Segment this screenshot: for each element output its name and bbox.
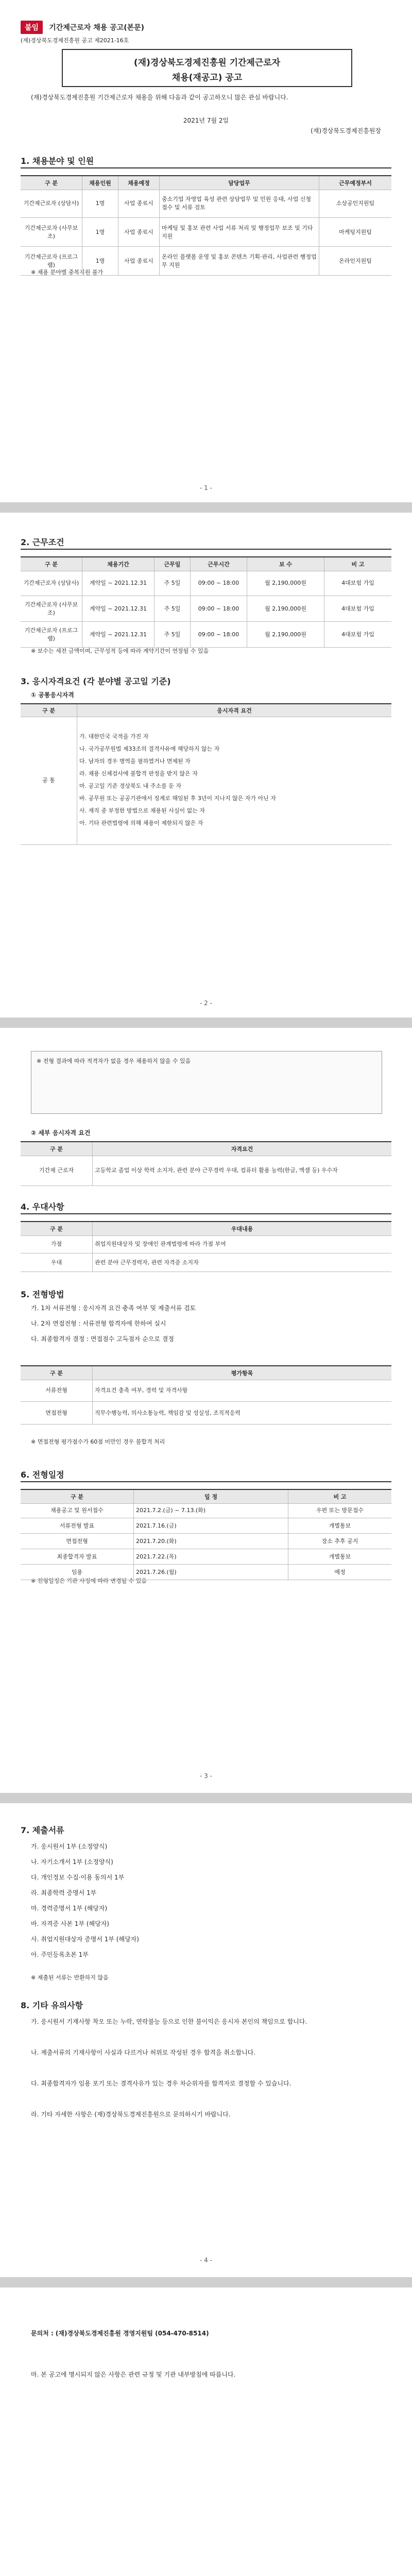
recruit-table-cell: 1명 [82, 217, 118, 246]
criteria-table-cell: 면접전형 [21, 1401, 93, 1424]
notice-date: 2021년 7월 2일 [183, 117, 229, 124]
work-table-head-cell: 채용기간 [82, 557, 154, 571]
divider [21, 549, 391, 550]
detail-table-row [21, 1155, 391, 1186]
detail-table-head [21, 1141, 391, 1156]
recruit-table-row [21, 217, 391, 247]
criteria-table-cell: 직무수행능력, 의사소통능력, 책임감 및 성실성, 조직적응력 [95, 1410, 241, 1416]
schedule-table-row [21, 1533, 391, 1549]
caution-item: 라. 기타 자세한 사항은 (재)경상북도경제진흥원으로 문의하시기 바랍니다. [31, 2111, 231, 2118]
document-item: 다. 개인정보 수집·이용 동의서 1부 [31, 1874, 125, 1881]
schedule-table-cell: 개별통보 [329, 1553, 351, 1560]
notice-box-text: ※ 전형 결과에 따라 적격자가 없을 경우 채용하지 않을 수 있음 [37, 1058, 191, 1064]
recruit-table-head-cell: 근무예정부서 [339, 180, 372, 187]
pref-table-head [21, 1221, 391, 1236]
work-table-cell: 09:00 ~ 18:00 [191, 621, 247, 647]
criteria-table-head [21, 1365, 391, 1380]
divider [21, 167, 391, 168]
document-item: 아. 주민등록초본 1부 [31, 1951, 89, 1958]
work-table-cell: 월 2,190,000원 [247, 596, 324, 621]
recruit-table-cell: 마케팅 및 홍보 관련 사업 서류 처리 및 행정업무 보조 및 기타 지원 [160, 217, 319, 246]
caution-item: 나. 제출서류의 기재사항이 사실과 다르거나 허위로 작성된 경우 합격을 취소합니다. [31, 2049, 256, 2056]
notice-box [31, 1051, 382, 1114]
detail-table-head-cell: 자격요건 [231, 1146, 253, 1153]
detail-table-cell: 기간제 근로자 [21, 1155, 93, 1185]
schedule-table-cell: 서류전형 발표 [21, 1518, 134, 1533]
schedule-table-cell: 2021.7.2.(금) ~ 7.13.(화) [134, 1502, 288, 1518]
work-table-head-cell: 근무일 [154, 557, 191, 571]
schedule-table-head [21, 1489, 391, 1504]
criteria-table-row [21, 1379, 391, 1402]
work-table-head [21, 556, 391, 571]
schedule-table-row [21, 1518, 391, 1534]
qual-head-cell: 응시자격 요건 [217, 707, 252, 714]
qual-item: 라. 채용 신체검사에 불합격 판정을 받지 않은 자 [79, 770, 198, 777]
qual-item: 마. 공고일 기준 경상북도 내 주소를 둔 자 [79, 783, 181, 789]
detail-table-cell: 고등학교 졸업 이상 학력 소지자, 관련 분야 근무경력 우대, 컴퓨터 활용 능력(한글, 엑셀 등) 우수자 [95, 1167, 338, 1174]
qual-item: 아. 기타 관련법령에 의해 채용이 제한되지 않은 자 [79, 820, 203, 826]
recruit-table-head-cell: 구 분 [21, 176, 82, 190]
divider [21, 1481, 391, 1482]
schedule-table-cell: 채용공고 및 원서접수 [21, 1502, 134, 1518]
criteria-table-head-cell: 평가항목 [231, 1370, 253, 1377]
section6-title: 6. 전형일정 [21, 1470, 64, 1480]
recruit-table-cell: 소상공인지원팀 [336, 200, 375, 207]
schedule-table-row [21, 1549, 391, 1565]
work-table-cell: 09:00 ~ 18:00 [191, 596, 247, 621]
section4-title: 4. 우대사항 [21, 1202, 64, 1212]
work-table-cell: 4대보험 가입 [341, 605, 374, 612]
pref-table-head-cell: 우대내용 [231, 1226, 253, 1232]
qual-table-head [21, 703, 391, 717]
work-table-cell: 주 5일 [154, 621, 191, 647]
page-break [0, 502, 412, 513]
pref-table-cell: 가점 [21, 1234, 93, 1253]
work-table-cell: 계약일 ~ 2021.12.31 [82, 621, 154, 647]
schedule-table-cell: 예정 [334, 1569, 346, 1575]
schedule-table-row [21, 1564, 391, 1580]
selection-step: 나. 2차 면접전형 : 서류전형 합격자에 한하여 실시 [31, 1320, 166, 1327]
work-table-cell: 주 5일 [154, 570, 191, 596]
recruit-table-cell: 중소기업 자영업 육성 관련 상담업무 및 민원 응대, 사업 신청 접수 및 서류 검토 [160, 189, 319, 217]
recruit-table-cell: 온라인 플랫폼 운영 및 홍보 콘텐츠 기획·관리, 사업관련 행정업무 지원 [160, 246, 319, 275]
section7-title: 7. 제출서류 [21, 1825, 64, 1835]
work-table-head-cell: 보 수 [247, 557, 324, 571]
section1-title: 1. 채용분야 및 인원 [21, 156, 94, 166]
section3-title: 3. 응시자격요건 (각 분야별 공고일 기준) [21, 676, 171, 686]
work-table-cell: 기간제근로자 (프로그램) [21, 621, 82, 647]
title-line-2: 채용(재공고) 공고 [171, 73, 243, 83]
pref-table-cell: 우대 [21, 1253, 93, 1272]
intro-text: (재)경상북도경제진흥원 기간제근로자 채용을 위해 다음과 같이 공고하오니 많은 관심 바랍니다. [31, 94, 288, 101]
schedule-table-head-cell: 구 분 [21, 1490, 134, 1503]
schedule-table-row [21, 1502, 391, 1518]
section5-title: 5. 전형방법 [21, 1290, 64, 1299]
section6-note: ※ 전형일정은 기관 사정에 따라 변경될 수 있음 [31, 1578, 147, 1584]
page-number: - 1 - [200, 484, 212, 492]
document-item: 라. 최종학력 증명서 1부 [31, 1889, 97, 1896]
detail-table-head-cell: 구 분 [21, 1142, 93, 1156]
recruit-table-head-cell: 채용인원 [82, 176, 118, 190]
schedule-table-cell: 장소 추후 공지 [321, 1538, 358, 1545]
recruit-table-cell: 사업 종료시 [118, 189, 160, 217]
caution-item: 다. 최종합격자가 임용 포기 또는 결격사유가 있는 경우 차순위자를 합격자로 결정할 수 있습니다. [31, 2080, 291, 2087]
contact-info: 문의처 : (재)경상북도경제진흥원 경영지원팀 (054-470-8514) [31, 2330, 209, 2337]
criteria-table-cell: 서류전형 [21, 1379, 93, 1401]
schedule-table-cell: 2021.7.16.(금) [134, 1518, 288, 1533]
qual-item: 사. 재직 중 부정한 방법으로 채용된 사실이 없는 자 [79, 807, 205, 814]
page-break [0, 1018, 412, 1028]
work-table-row [21, 596, 391, 622]
recruit-table-row [21, 246, 391, 276]
page-break [0, 2277, 412, 2287]
recruit-table-head-cell: 채용예정 [118, 176, 160, 190]
document-item: 바. 자격증 사본 1부 (해당자) [31, 1920, 109, 1927]
work-table-cell: 09:00 ~ 18:00 [191, 570, 247, 596]
schedule-table-cell: 개별통보 [329, 1522, 351, 1529]
schedule-table-cell: 임용 [21, 1564, 134, 1580]
work-table-head-cell: 비 고 [351, 561, 365, 568]
document-item: 가. 응시원서 1부 (소정양식) [31, 1843, 108, 1850]
work-table-row [21, 570, 391, 596]
qual-items [77, 716, 391, 844]
schedule-table-head-cell: 일 정 [134, 1490, 288, 1503]
page-number: - 2 - [200, 999, 212, 1007]
pref-table-cell: 관련 분야 근무경력자, 관련 자격증 소지자 [95, 1259, 199, 1266]
schedule-table-cell: 우편 또는 방문접수 [316, 1507, 364, 1514]
section5-note: ※ 면접전형 평가점수가 60점 미만인 경우 불합격 처리 [31, 1438, 165, 1445]
work-table-cell: 월 2,190,000원 [247, 570, 324, 596]
document-item: 마. 경력증명서 1부 (해당자) [31, 1905, 108, 1912]
section3-sub1: ① 공통응시자격 [31, 691, 74, 699]
notice-number: (재)경상북도경제진흥원 공고 제2021-16호 [21, 37, 129, 44]
section3-sub2: ② 세부 응시자격 요건 [31, 1129, 91, 1137]
pref-table-cell: 취업지원대상자 및 장애인 관계법령에 따라 가점 부여 [95, 1241, 226, 1247]
section8-title: 8. 기타 유의사항 [21, 2001, 83, 2010]
recruit-table-cell: 사업 종료시 [118, 217, 160, 246]
qual-label: 공 통 [21, 716, 77, 844]
work-table-cell: 계약일 ~ 2021.12.31 [82, 596, 154, 621]
section2-note: ※ 보수는 세전 금액이며, 근무성적 등에 따라 계약기간이 연장될 수 있음 [31, 648, 209, 654]
section1-note: ※ 채용 분야별 중복지원 불가 [31, 269, 104, 276]
criteria-table-cell: 자격요건 충족 여부, 경력 및 자격사항 [95, 1387, 188, 1394]
pref-table-row [21, 1253, 391, 1272]
caution-extra: 마. 본 공고에 명시되지 않은 사항은 관련 규정 및 기관 내부방침에 따릅니다. [31, 2371, 236, 2378]
page-number: - 4 - [200, 2257, 212, 2264]
schedule-table-cell: 2021.7.22.(목) [134, 1549, 288, 1564]
work-table-cell: 기간제근로자 (사무보조) [21, 596, 82, 621]
document-item: 나. 자기소개서 1부 (소정양식) [31, 1858, 113, 1866]
recruit-table-cell: 1명 [82, 246, 118, 275]
document-item: 사. 취업지원대상자 증명서 1부 (해당자) [31, 1936, 139, 1943]
recruit-table-row [21, 189, 391, 218]
schedule-table-cell: 2021.7.20.(화) [134, 1533, 288, 1549]
work-table-cell: 4대보험 가입 [341, 631, 374, 638]
criteria-table-row [21, 1401, 391, 1425]
title-box [62, 49, 352, 87]
selection-step: 다. 최종합격자 결정 : 면접점수 고득점자 순으로 결정 [31, 1335, 174, 1343]
recruit-table-cell: 온라인지원팀 [339, 258, 372, 264]
work-table-cell: 월 2,190,000원 [247, 621, 324, 647]
work-table-cell: 4대보험 가입 [341, 580, 374, 586]
qual-item: 바. 공무원 또는 공공기관에서 징계로 해임된 후 3년이 지나지 않은 자가 아닌 자 [79, 795, 276, 802]
notice-tag-text: 기간제근로자 채용 공고(본문) [49, 24, 145, 32]
schedule-table-cell: 면접전형 [21, 1533, 134, 1549]
qual-item: 나. 국가공무원법 제33조의 결격사유에 해당하지 않는 자 [79, 745, 220, 752]
recruit-table-head-cell: 담당업무 [160, 176, 319, 190]
recruit-table-cell: 기간제근로자 (상담사) [21, 189, 82, 217]
schedule-table-cell: 2021.7.26.(월) [134, 1564, 288, 1580]
title-line-1: (재)경상북도경제진흥원 기간제근로자 [133, 58, 281, 68]
recruit-table-head [21, 175, 391, 190]
criteria-table-head-cell: 구 분 [21, 1366, 93, 1380]
pref-table-head-cell: 구 분 [21, 1222, 93, 1235]
work-table-row [21, 621, 391, 648]
section7-note: ※ 제출된 서류는 반환하지 않음 [31, 1974, 109, 1981]
selection-step: 가. 1차 서류전형 : 응시자격 요건 충족 여부 및 제출서류 검토 [31, 1304, 196, 1312]
section2-title: 2. 근무조건 [21, 537, 64, 547]
qual-item: 다. 남자의 경우 병역을 필하였거나 면제된 자 [79, 758, 191, 765]
qual-head-cell: 구 분 [21, 704, 77, 717]
page-break [0, 1793, 412, 1803]
work-table-cell: 주 5일 [154, 596, 191, 621]
recruit-table-cell: 기간제근로자 (프로그램) [21, 246, 82, 275]
schedule-table-cell: 최종합격자 발표 [21, 1549, 134, 1564]
page-number: - 3 - [200, 1772, 212, 1780]
work-table-head-cell: 구 분 [21, 557, 82, 571]
work-table-head-cell: 근무시간 [191, 557, 247, 571]
recruit-table-cell: 사업 종료시 [118, 246, 160, 275]
qual-table-row [21, 716, 391, 845]
recruit-table-cell: 1명 [82, 189, 118, 217]
qual-item: 가. 대한민국 국적을 가진 자 [79, 733, 149, 740]
notice-signature: (재)경상북도경제진흥원장 [311, 127, 381, 134]
caution-item: 가. 응시원서 기재사항 착오 또는 누락, 연락불능 등으로 인한 불이익은 응시자 본인의 책임으로 합니다. [31, 2018, 307, 2025]
pref-table-row [21, 1234, 391, 1253]
work-table-cell: 계약일 ~ 2021.12.31 [82, 570, 154, 596]
notice-tag: 붙임 [21, 21, 43, 34]
schedule-table-head-cell: 비 고 [333, 1494, 347, 1500]
work-table-cell: 기간제근로자 (상담사) [21, 570, 82, 596]
recruit-table-cell: 기간제근로자 (사무보조) [21, 217, 82, 246]
divider [21, 1213, 391, 1214]
recruit-table-cell: 마케팅지원팀 [339, 229, 372, 235]
